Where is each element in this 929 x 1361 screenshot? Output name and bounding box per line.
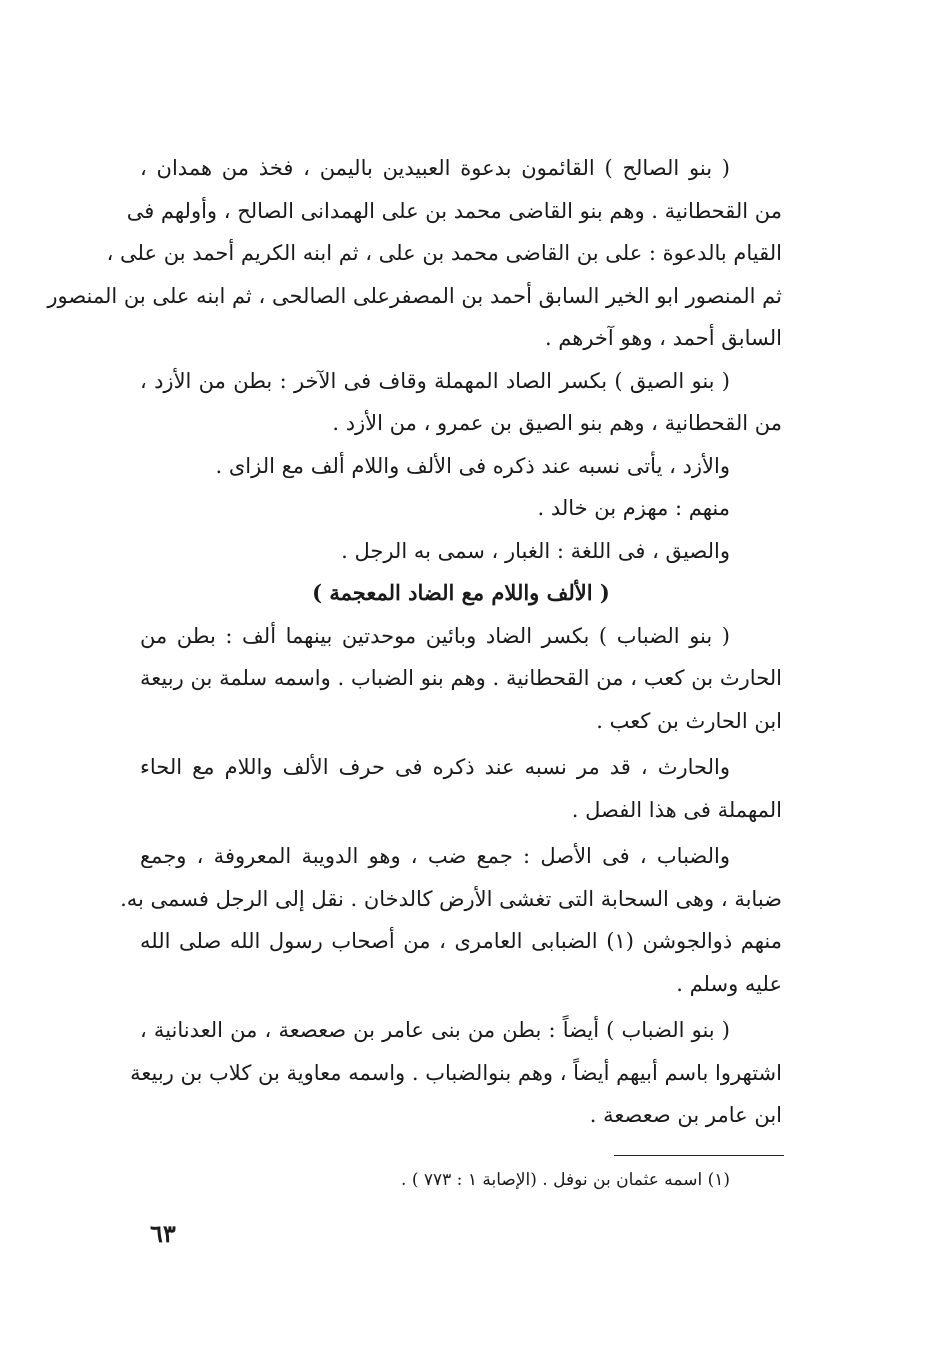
text-line: والصيق ، فى اللغة : الغبار ، سمى به الرجل . bbox=[341, 538, 730, 563]
text-line: من القحطانية . وهم بنو القاضى محمد بن على الهمدانى الصالح ، وأولهم فى bbox=[126, 198, 782, 223]
text-line: ثم المنصور ابو الخير السابق أحمد بن المصفرعلى الصالحى ، ثم ابنه على بن المنصور bbox=[47, 283, 782, 308]
text-line: ابن الحارث بن كعب . bbox=[596, 708, 782, 733]
footnote-divider bbox=[614, 1155, 784, 1156]
text-line: ( بنو الصالح ) القائمون بدعوة العبيدين باليمن ، فخذ من همدان ، bbox=[140, 156, 730, 180]
text-line: السابق أحمد ، وهو آخرهم . bbox=[544, 326, 782, 350]
text-line: الحارث بن كعب ، من القحطانية . وهم بنو الضباب . واسمه سلمة بن ربيعة bbox=[140, 666, 782, 690]
text-line: والأزد ، يأتى نسبه عند ذكره فى الألف واللام ألف مع الزاى . bbox=[215, 453, 730, 478]
text-line: ( بنو الصيق ) بكسر الصاد المهملة وقاف فى الآخر : بطن من الأزد ، bbox=[140, 368, 730, 393]
text-line: القيام بالدعوة : على بن القاضى محمد بن على ، ثم ابنه الكريم أحمد بن على ، bbox=[106, 241, 782, 265]
text-line: منهم ذوالجوشن (١) الضبابى العامرى ، من أصحاب رسول الله صلى الله bbox=[140, 929, 782, 953]
footnote: (١) اسمه عثمان بن نوفل . (الإصابة ١ : ٧٧٣ ) . bbox=[401, 1170, 730, 1190]
text-line: ضبابة ، وهى السحابة التى تغشى الأرض كالدخان . نقل إلى الرجل فسمى به. bbox=[120, 886, 782, 911]
body-text bbox=[47, 147, 782, 1137]
section-heading: ( الألف واللام مع الضاد المعجمة ) bbox=[312, 580, 610, 605]
page-number: ٦٣ bbox=[150, 1219, 176, 1248]
text-line: والضباب ، فى الأصل : جمع ضب ، وهو الدويبة المعروفة ، وجمع bbox=[140, 844, 730, 868]
text-line: اشتهروا باسم أبيهم أيضاً ، وهم بنوالضباب . واسمه معاوية بن كلاب بن ربيعة bbox=[130, 1060, 782, 1085]
text-line: من القحطانية ، وهم بنو الصيق بن عمرو ، من الأزد . bbox=[332, 411, 782, 435]
text-line: والحارث ، قد مر نسبه عند ذكره فى حرف الألف واللام مع الحاء bbox=[140, 755, 730, 779]
text-line: ( بنو الضباب ) بكسر الضاد وبائين موحدتين بينهما ألف : بطن من bbox=[140, 623, 730, 648]
text-line: المهملة فى هذا الفصل . bbox=[571, 797, 782, 822]
text-line: ( بنو الضباب ) أيضاً : بطن من بنى عامر بن صعصعة ، من العدنانية ، bbox=[140, 1018, 730, 1042]
text-line: عليه وسلم . bbox=[676, 971, 782, 996]
text-line: منهم : مهزم بن خالد . bbox=[537, 496, 730, 520]
text-line: ابن عامر بن صعصعة . bbox=[589, 1103, 782, 1127]
